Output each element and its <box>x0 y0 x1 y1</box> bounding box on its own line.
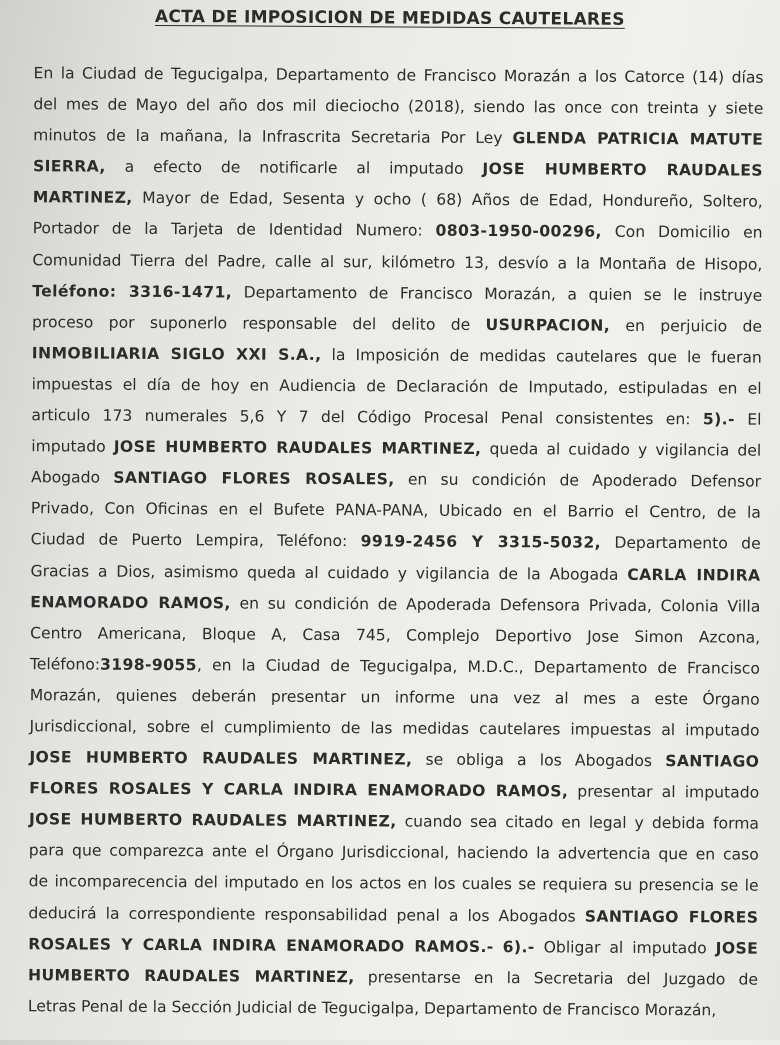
text-segment: la Imposición de medidas cautelares que le fueran <box>321 345 762 367</box>
text-segment: imputado <box>31 437 114 456</box>
text-segment: Teléfono: <box>29 654 101 674</box>
text-segment: proceso por suponerlo responsable del delito de <box>31 312 486 334</box>
bold-text-segment: HUMBERTO RAUDALES MARTINEZ, <box>27 965 355 986</box>
text-line <box>29 804 759 840</box>
text-segment: Portador de la Tarjeta de Identidad Numero: <box>32 219 436 241</box>
text-segment: , en la Ciudad de Tegucigalpa, M.D.C., Departamento de Francisco <box>196 655 760 678</box>
text-segment: se obliga a los Abogados <box>412 750 666 771</box>
bold-text-segment: JOSE HUMBERTO RAUDALES MARTINEZ, <box>28 810 397 831</box>
text-segment: Privado, Con Oficinas en el Bufete PANA-PANA, Ubicado en el Barrio el Centro, de la <box>30 499 761 522</box>
document-body <box>28 58 764 1026</box>
text-line <box>28 991 758 1027</box>
text-segment: Mayor de Edad, Sesenta y ocho ( 68) Años de Edad, Hondureño, Soltero, <box>132 189 763 212</box>
text-line <box>31 462 761 498</box>
text-line <box>30 587 760 623</box>
text-segment: del mes de Mayo del año dos mil dieciocho (2018), siendo las once con treinta y siete <box>33 95 764 118</box>
text-segment: Comunidad Tierra del Padre, calle al sur, kilómetro 13, desvío a la Montaña de Hisopo, <box>32 250 763 274</box>
text-line <box>32 369 762 405</box>
text-segment: articulo 173 numerales 5,6 Y 7 del Código Procesal Penal consistentes en: <box>31 406 703 429</box>
text-segment: cuando sea citado en legal y debida forma <box>396 812 760 833</box>
bold-text-segment: MARTINEZ, <box>32 188 133 208</box>
text-segment: presentarse en la Secretaria del Juzgado de <box>354 967 759 989</box>
text-segment: en su condición de Apoderado Defensor <box>394 470 762 491</box>
bold-text-segment: JOSE HUMBERTO RAUDALES MARTINEZ, <box>113 437 482 459</box>
bold-text-segment: 6).- <box>502 937 535 956</box>
text-line <box>32 245 762 281</box>
text-line <box>31 400 761 436</box>
text-line <box>32 338 762 374</box>
text-line <box>30 556 760 592</box>
text-segment: Departamento de Francisco Morazán, a quien se le instruye <box>232 283 763 305</box>
text-line <box>28 898 758 934</box>
text-segment: en perjuicio de <box>610 316 763 336</box>
text-line <box>28 960 758 996</box>
bold-text-segment: CARLA INDIRA <box>627 565 761 585</box>
text-line <box>29 773 759 809</box>
bold-text-segment: JOSE HUMBERTO RAUDALES <box>482 160 764 180</box>
text-line <box>31 494 761 530</box>
bold-text-segment: JOSE <box>715 939 759 958</box>
text-segment: Ciudad de Puerto Lempira, Teléfono: <box>30 530 361 551</box>
bold-text-segment: Teléfono: 3316-1471, <box>32 281 233 302</box>
bold-text-segment: SANTIAGO <box>665 752 760 771</box>
text-line <box>30 680 760 716</box>
text-segment: presentar al imputado <box>568 782 760 802</box>
bold-text-segment: 0803-1950-00296, <box>435 222 602 242</box>
text-segment: Abogado <box>31 468 114 487</box>
text-line <box>28 929 758 965</box>
text-line <box>33 214 763 250</box>
bold-text-segment: SANTIAGO FLORES <box>584 907 759 927</box>
text-segment: Letras Penal de la Sección Judicial de Tegucigalpa, Departamento de Francisco Morazán, <box>27 997 717 1020</box>
bold-text-segment: 5).- <box>702 410 735 429</box>
text-line <box>31 431 761 467</box>
text-segment: en su condición de Apoderada Defensora Privada, Colonia Villa <box>230 594 761 616</box>
bold-text-segment: 3198-9055 <box>99 655 197 674</box>
bold-text-segment: USURPACION, <box>485 315 611 335</box>
text-segment: impuestas el día de hoy en Audiencia de Declaración de Imputado, estipuladas en el <box>31 375 762 398</box>
text-line <box>33 89 763 125</box>
text-segment: de incomparecencia del imputado en los actos en los cuales se requiera su presencia se le <box>28 872 759 896</box>
text-segment: minutos de la mañana, la Infrascrita Secretaria Por Ley <box>33 126 513 148</box>
text-line <box>29 711 759 747</box>
bold-text-segment: 9919-2456 Y 3315-5032, <box>360 532 602 553</box>
text-segment: para que comparezca ante el Órgano Jurisdiccional, haciendo la advertencia que en caso <box>28 841 759 864</box>
bold-text-segment: SANTIAGO FLORES ROSALES, <box>113 468 395 489</box>
text-segment: Centro Americana, Bloque A, Casa 745, Complejo Deportivo Jose Simon Azcona, <box>30 623 761 647</box>
text-line <box>33 183 763 219</box>
bold-text-segment: INMOBILIARIA SIGLO XXI S.A., <box>31 344 322 364</box>
bold-text-segment: JOSE HUMBERTO RAUDALES MARTINEZ, <box>29 748 413 769</box>
text-segment: Obligar al imputado <box>534 937 716 958</box>
text-line <box>29 742 759 778</box>
text-segment: El <box>734 410 762 429</box>
document-title <box>0 6 780 31</box>
text-line <box>29 867 759 903</box>
text-segment: Jurisdiccional, sobre el cumplimiento de las medidas cautelares impuestas al imputado <box>29 717 760 740</box>
text-line <box>29 836 759 872</box>
bold-text-segment: FLORES ROSALES Y CARLA INDIRA ENAMORADO RAMOS, <box>29 779 569 801</box>
text-segment: Morazán, quienes deberán presentar un informe una vez al mes a este Órgano <box>29 686 760 709</box>
text-segment: En la Ciudad de Tegucigalpa, Departamento de Francisco Morazán a los Catorce (14) días <box>33 64 764 87</box>
text-segment: queda al cuidado y vigilancia del <box>481 440 762 460</box>
bold-text-segment: SIERRA, <box>32 157 106 176</box>
title-text: ACTA DE IMPOSICION DE MEDIDAS CAUTELARES <box>154 6 625 30</box>
text-line <box>32 276 762 312</box>
text-segment: a efecto de notificarle al imputado <box>105 157 483 179</box>
text-line <box>33 151 763 187</box>
text-line <box>30 649 760 685</box>
text-line <box>31 525 761 561</box>
text-line <box>30 618 760 654</box>
text-segment: Departamento de <box>600 534 761 554</box>
text-line <box>32 307 762 343</box>
bold-text-segment: GLENDA PATRICIA MATUTE <box>512 129 764 149</box>
bold-text-segment: ENAMORADO RAMOS, <box>30 592 231 613</box>
text-segment: Gracias a Dios, asimismo queda al cuidado y vigilancia de la Abogada <box>30 561 628 584</box>
text-segment: Con Domicilio en <box>601 223 763 243</box>
bold-text-segment: ROSALES Y CARLA INDIRA ENAMORADO RAMOS.- <box>28 934 494 956</box>
text-segment: deducirá la correspondiente responsabilidad penal a los Abogados <box>28 903 585 926</box>
text-line <box>33 58 763 94</box>
text-line <box>33 120 763 156</box>
